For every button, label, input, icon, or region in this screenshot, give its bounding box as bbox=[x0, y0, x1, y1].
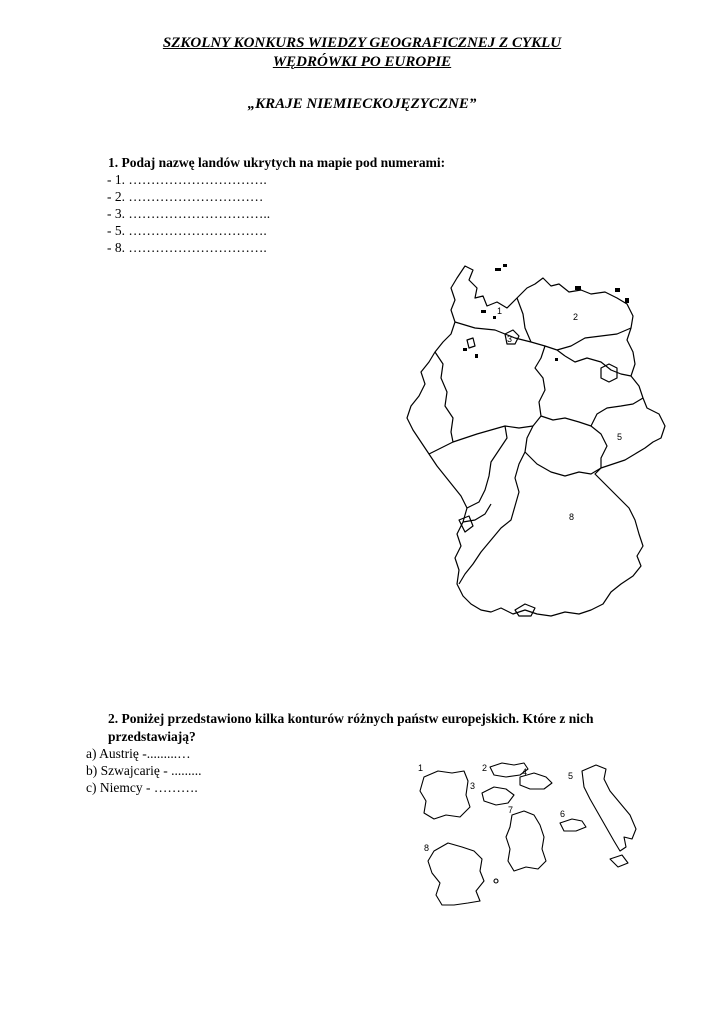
subtitle: „KRAJE NIEMIECKOJĘZYCZNE” bbox=[247, 96, 477, 112]
answer-line-3: - 3. ………………………….. bbox=[107, 206, 271, 221]
map-label-5: 5 bbox=[617, 432, 623, 442]
answer-line-8: - 8. …………………………. bbox=[107, 240, 267, 255]
outline-label-6: 6 bbox=[560, 809, 566, 819]
answer-germany: c) Niemcy - ………. bbox=[86, 780, 198, 795]
question-1-prompt: 1. Podaj nazwę landów ukrytych na mapie pod numerami: bbox=[108, 155, 446, 170]
outline-label-8: 8 bbox=[424, 843, 430, 853]
map-label-1: 1 bbox=[497, 306, 503, 316]
outline-label-1: 1 bbox=[418, 763, 424, 773]
map-label-3: 3 bbox=[507, 334, 513, 344]
germany-states-map bbox=[395, 258, 675, 630]
answer-austria: a) Austrię -.........… bbox=[86, 746, 191, 761]
answer-line-5: - 5. …………………………. bbox=[107, 223, 267, 238]
outline-label-7: 7 bbox=[508, 805, 514, 815]
outline-label-5: 5 bbox=[568, 771, 574, 781]
question-2-prompt-line-2: przedstawiają? bbox=[108, 729, 196, 744]
country-outlines bbox=[410, 755, 650, 915]
outline-label-4: 4 bbox=[522, 767, 528, 777]
map-label-8: 8 bbox=[569, 512, 575, 522]
answer-line-2: - 2. ………………………… bbox=[107, 189, 264, 204]
outline-label-2: 2 bbox=[482, 763, 488, 773]
title-line-2: WĘDRÓWKI PO EUROPIE bbox=[272, 54, 452, 70]
outline-label-3: 3 bbox=[470, 781, 476, 791]
title-line-1: SZKOLNY KONKURS WIEDZY GEOGRAFICZNEJ Z CYKLU bbox=[162, 35, 562, 51]
answer-switzerland: b) Szwajcarię - ......... bbox=[86, 763, 202, 778]
answer-line-1: - 1. …………………………. bbox=[107, 172, 267, 187]
question-2-prompt-line-1: 2. Poniżej przedstawiono kilka konturów różnych państw europejskich. Które z nich bbox=[108, 711, 594, 726]
map-label-2: 2 bbox=[573, 312, 579, 322]
